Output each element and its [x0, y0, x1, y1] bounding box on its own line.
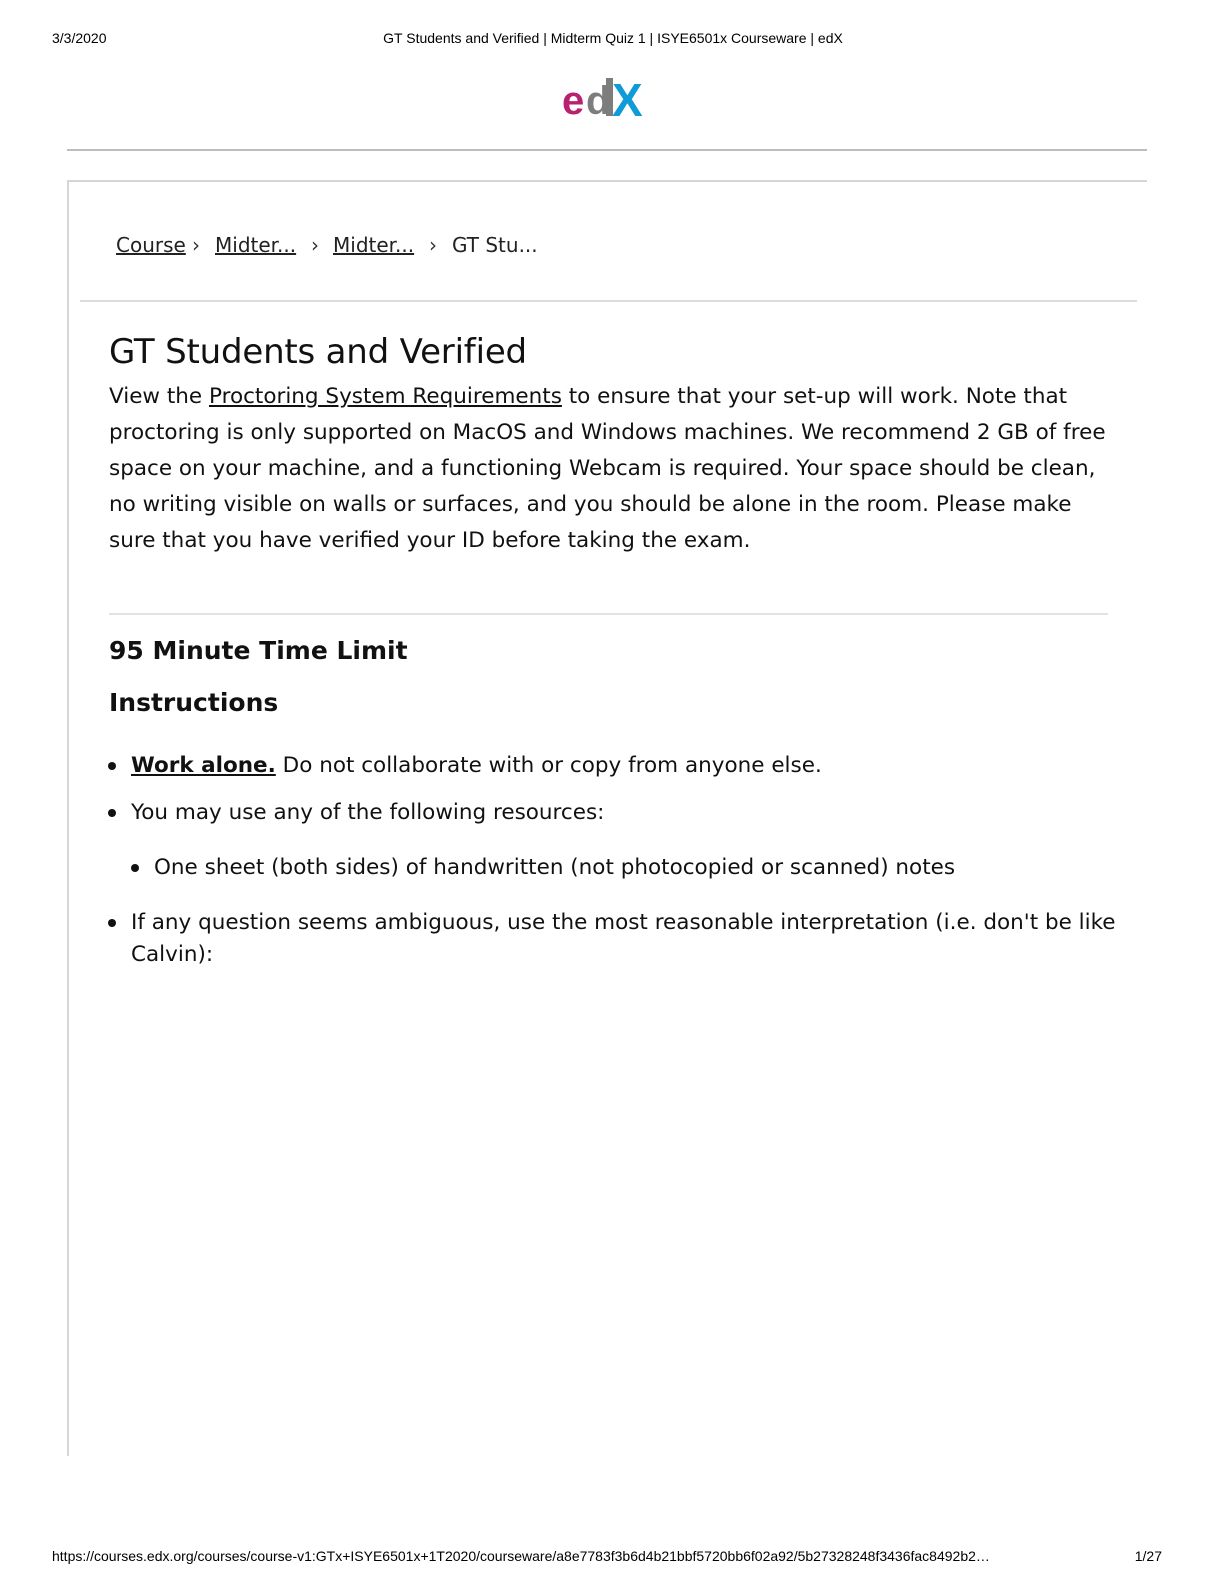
print-header — [0, 30, 1226, 50]
proctoring-requirements-link[interactable]: Proctoring System Requirements — [208, 384, 562, 409]
chevron-right-icon: › — [429, 233, 437, 257]
logo-letter-d: d — [586, 79, 611, 120]
header-divider — [67, 149, 1147, 151]
print-page-title: GT Students and Verified | Midterm Quiz 1 | ISYE6501x Courseware | edX — [383, 30, 843, 46]
intro-text-before: View the — [109, 384, 209, 409]
breadcrumb-midterm-section-link[interactable]: Midter... — [215, 233, 297, 257]
edx-logo[interactable] — [562, 76, 654, 120]
chevron-right-icon: › — [311, 233, 319, 257]
breadcrumb-current-page: GT Stu... — [452, 233, 538, 257]
intro-paragraph — [109, 379, 1114, 559]
print-date: 3/3/2020 — [52, 30, 107, 46]
section-divider — [109, 613, 1108, 615]
chevron-right-icon: › — [192, 233, 200, 257]
print-page-number: 1/27 — [1134, 1548, 1162, 1564]
breadcrumb-divider — [80, 300, 1137, 302]
breadcrumb-midterm-subsection-link[interactable]: Midter... — [333, 233, 415, 257]
bullet-icon — [108, 762, 116, 770]
list-item-nested: One sheet (both sides) of handwritten (not photocopied or scanned) notes — [154, 855, 956, 880]
list-item — [131, 750, 822, 782]
logo-letter-e: e — [562, 79, 585, 120]
bullet-icon — [108, 919, 116, 927]
intro-text-after: to ensure that your set-up will work. Note that proctoring is only supported on MacOS and Windows machines. We recommend 2 GB of free space on your machine, and a functioning Webcam is required. Your space should be clean, no writing visible on walls or surfaces, and you should be alone in the room. Please make sure that you have verified your ID before taking the exam. — [109, 384, 1106, 553]
list-item: You may use any of the following resources: — [131, 800, 605, 825]
breadcrumb-course-link[interactable]: Course — [116, 233, 186, 257]
bullet-icon — [131, 864, 139, 872]
list-item: If any question seems ambiguous, use the most reasonable interpretation (i.e. don't be like Calvin): — [131, 910, 1116, 967]
edx-logo-icon — [562, 76, 654, 120]
work-alone-emphasis: Work alone. — [131, 753, 276, 778]
logo-letter-x: X — [612, 76, 643, 120]
print-footer — [0, 1548, 1226, 1568]
list-item-text: Do not collaborate with or copy from anyone else. — [275, 753, 822, 778]
page-title: GT Students and Verified — [109, 332, 527, 372]
bullet-icon — [108, 809, 116, 817]
instructions-heading: Instructions — [109, 688, 279, 717]
print-url: https://courses.edx.org/courses/course-v1:GTx+ISYE6501x+1T2020/courseware/a8e7783f3b6d4b21bbf5720bb6f02a92/5b27328248f3436fac8492b2… — [52, 1548, 990, 1564]
time-limit-heading: 95 Minute Time Limit — [109, 636, 408, 665]
